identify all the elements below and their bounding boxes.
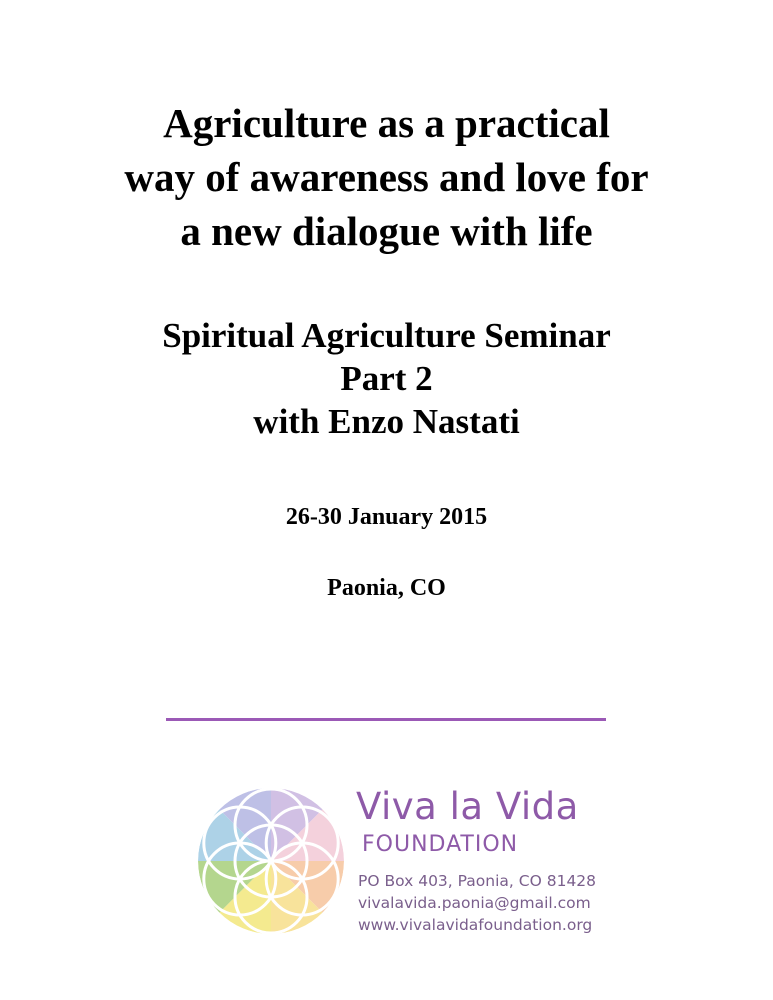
subtitle-line: Part 2 <box>340 359 433 398</box>
seminar-dates: 26-30 January 2015 <box>285 504 488 530</box>
org-subtitle: FOUNDATION <box>362 832 519 857</box>
divider-line <box>166 718 606 721</box>
flower-of-life-mandala-icon <box>196 786 346 936</box>
title-line: way of awareness and love for <box>124 154 649 200</box>
org-website: www.vivalavidafoundation.org <box>358 916 593 934</box>
seminar-location: Paonia, CO <box>327 575 446 601</box>
seminar-subtitle <box>0 314 773 443</box>
title-line: Agriculture as a practical <box>163 100 610 146</box>
title-line: a new dialogue with life <box>180 208 593 254</box>
org-email: vivalavida.paonia@gmail.com <box>358 894 591 912</box>
document-title <box>0 96 773 258</box>
subtitle-line: with Enzo Nastati <box>253 402 520 441</box>
org-address: PO Box 403, Paonia, CO 81428 <box>358 872 597 890</box>
org-name: Viva la Vida <box>356 785 579 828</box>
subtitle-line: Spiritual Agriculture Seminar <box>162 316 611 355</box>
